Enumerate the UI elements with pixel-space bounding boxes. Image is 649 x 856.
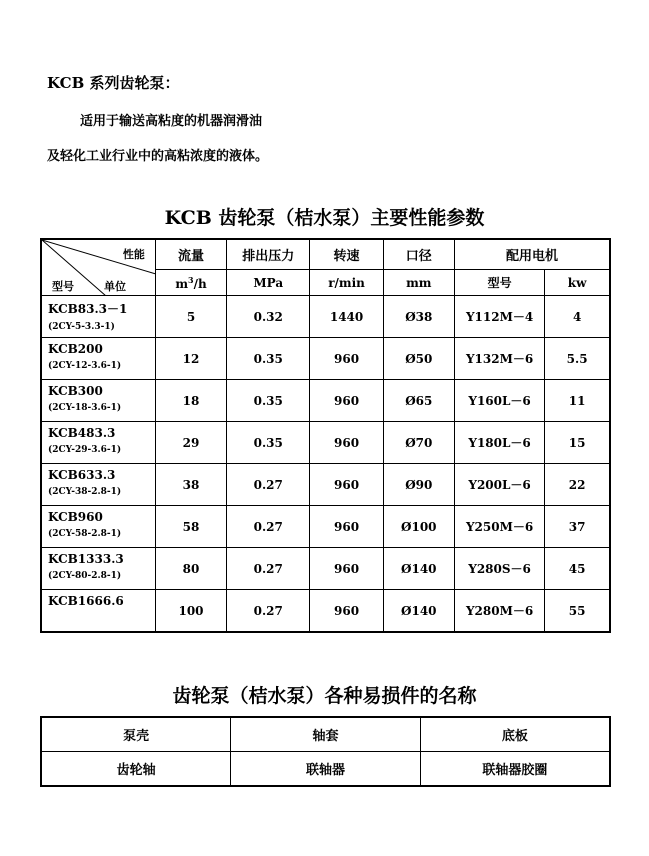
parts-row	[41, 717, 610, 752]
spec-row	[41, 590, 610, 633]
part-name: 底板	[420, 717, 610, 752]
cell-motor: Y112M－4	[454, 296, 544, 338]
model-name: KCB200	[48, 342, 103, 356]
model-name: KCB960	[48, 510, 103, 524]
cell-speed: 960	[310, 464, 383, 506]
cell-speed: 960	[310, 506, 383, 548]
unit-pressure: MPa	[227, 270, 310, 296]
header-pressure: 排出压力	[227, 239, 310, 270]
spec-row	[41, 296, 610, 338]
cell-flow: 5	[155, 296, 226, 338]
intro-line-2: 及轻化工业行业中的高粘浓度的液体。	[47, 149, 269, 164]
corner-model-label: 型号	[52, 280, 74, 293]
cell-flow: 12	[155, 338, 226, 380]
cell-pressure: 0.27	[227, 590, 310, 633]
cell-caliber: Ø100	[383, 506, 454, 548]
part-name: 联轴器	[231, 752, 421, 787]
cell-kw: 37	[545, 506, 610, 548]
model-name: KCB300	[48, 384, 103, 398]
spec-row	[41, 548, 610, 590]
corner-performance-label: 性能	[122, 248, 145, 261]
model-name: KCB1666.6	[48, 594, 124, 608]
cell-caliber: Ø50	[383, 338, 454, 380]
model-cell	[41, 296, 155, 338]
cell-kw: 22	[545, 464, 610, 506]
model-cell	[41, 422, 155, 464]
parts-table	[40, 716, 611, 787]
cell-motor: Y200L－6	[454, 464, 544, 506]
model-name: KCB483.3	[48, 426, 116, 440]
cell-pressure: 0.35	[227, 338, 310, 380]
model-alt-name: (2CY-38-2.8-1)	[48, 487, 122, 497]
cell-kw: 11	[545, 380, 610, 422]
cell-pressure: 0.35	[227, 380, 310, 422]
cell-speed: 960	[310, 380, 383, 422]
cell-speed: 960	[310, 338, 383, 380]
unit-caliber: mm	[383, 270, 454, 296]
header-speed: 转速	[310, 239, 383, 270]
part-name: 齿轮轴	[41, 752, 231, 787]
cell-flow: 18	[155, 380, 226, 422]
cell-motor: Y180L－6	[454, 422, 544, 464]
header-flow: 流量	[155, 239, 226, 270]
cell-caliber: Ø90	[383, 464, 454, 506]
parts-row	[41, 752, 610, 787]
cell-flow: 38	[155, 464, 226, 506]
model-cell	[41, 506, 155, 548]
parts-table-title: 齿轮泵（桔水泵）各种易损件的名称	[172, 685, 477, 707]
model-alt-name: (2CY-18-3.6-1)	[48, 403, 122, 413]
spec-row	[41, 338, 610, 380]
cell-caliber: Ø140	[383, 590, 454, 633]
part-name: 轴套	[231, 717, 421, 752]
intro-line-1: 适用于输送高粘度的机器润滑油	[80, 114, 263, 129]
spec-table	[40, 238, 611, 633]
header-motor-model: 型号	[454, 270, 544, 296]
spec-row	[41, 422, 610, 464]
model-name: KCB633.3	[48, 468, 116, 482]
cell-pressure: 0.27	[227, 548, 310, 590]
unit-flow: $m^3/h$	[155, 270, 226, 296]
model-alt-name: (2CY-29-3.6-1)	[48, 445, 122, 455]
intro-heading: KCB 系列齿轮泵：	[47, 74, 180, 92]
cell-speed: 1440	[310, 296, 383, 338]
model-cell	[41, 548, 155, 590]
corner-cell	[41, 239, 155, 296]
header-caliber: 口径	[383, 239, 454, 270]
cell-motor: Y160L－6	[454, 380, 544, 422]
model-alt-name: (2CY-12-3.6-1)	[48, 361, 122, 371]
cell-kw: 55	[545, 590, 610, 633]
cell-motor: Y250M－6	[454, 506, 544, 548]
cell-kw: 5.5	[545, 338, 610, 380]
cell-caliber: Ø38	[383, 296, 454, 338]
model-name: KCB1333.3	[48, 552, 124, 566]
model-alt-name: (2CY-80-2.8-1)	[48, 571, 122, 581]
model-cell	[41, 590, 155, 633]
cell-caliber: Ø70	[383, 422, 454, 464]
model-cell	[41, 464, 155, 506]
cell-pressure: 0.27	[227, 464, 310, 506]
header-row	[41, 239, 610, 270]
spec-table-title: KCB 齿轮泵（桔水泵）主要性能参数	[164, 207, 485, 229]
model-cell	[41, 338, 155, 380]
cell-speed: 960	[310, 548, 383, 590]
cell-flow: 58	[155, 506, 226, 548]
corner-unit-label: 单位	[104, 280, 126, 293]
header-motor-power: kw	[545, 270, 610, 296]
spec-row	[41, 380, 610, 422]
cell-motor: Y280S－6	[454, 548, 544, 590]
cell-pressure: 0.27	[227, 506, 310, 548]
spec-row	[41, 464, 610, 506]
cell-kw: 4	[545, 296, 610, 338]
spec-row	[41, 506, 610, 548]
cell-caliber: Ø65	[383, 380, 454, 422]
cell-flow: 80	[155, 548, 226, 590]
cell-speed: 960	[310, 422, 383, 464]
cell-speed: 960	[310, 590, 383, 633]
unit-speed: r/min	[310, 270, 383, 296]
model-alt-name: (2CY-5-3.3-1)	[48, 322, 115, 332]
model-name: KCB83.3－1	[48, 302, 128, 316]
cell-kw: 15	[545, 422, 610, 464]
cell-flow: 100	[155, 590, 226, 633]
part-name: 泵壳	[41, 717, 231, 752]
model-cell	[41, 380, 155, 422]
model-alt-name: (2CY-58-2.8-1)	[48, 529, 122, 539]
cell-flow: 29	[155, 422, 226, 464]
header-motor: 配用电机	[454, 239, 610, 270]
cell-motor: Y132M－6	[454, 338, 544, 380]
cell-motor: Y280M－6	[454, 590, 544, 633]
cell-pressure: 0.32	[227, 296, 310, 338]
cell-kw: 45	[545, 548, 610, 590]
part-name: 联轴器胶圈	[420, 752, 610, 787]
cell-pressure: 0.35	[227, 422, 310, 464]
cell-caliber: Ø140	[383, 548, 454, 590]
